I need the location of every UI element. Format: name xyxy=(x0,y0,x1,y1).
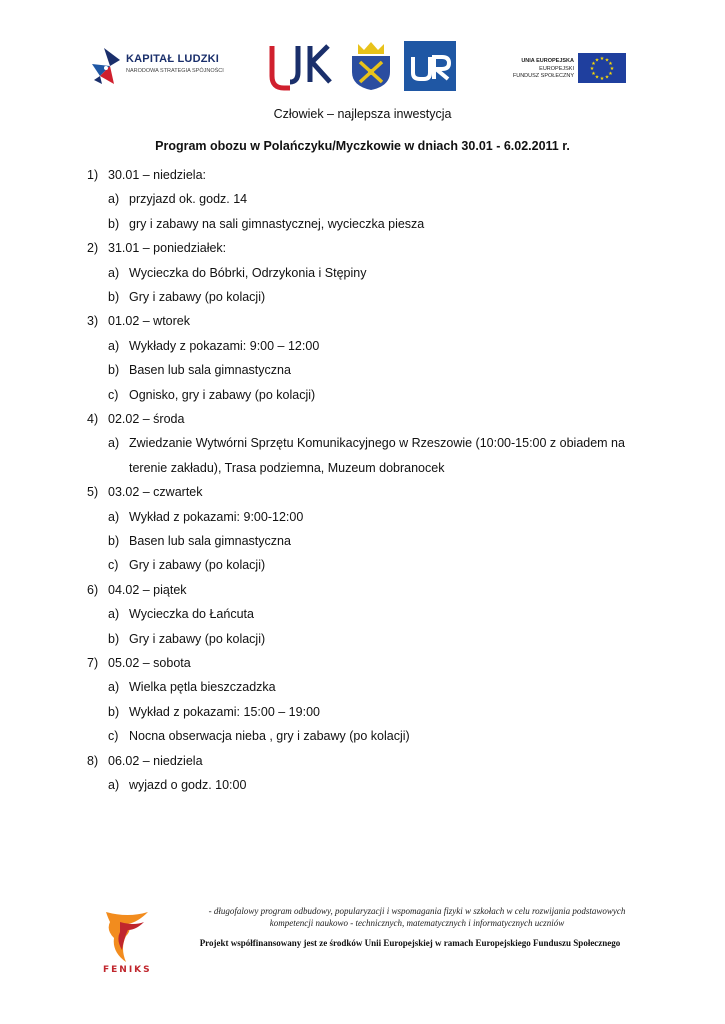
item-text: gry i zabawy na sali gimnastycznej, wycieczka piesza xyxy=(129,216,425,231)
svg-text:★: ★ xyxy=(604,57,610,64)
page-title: Program obozu w Polańczyku/Myczkowie w dniach 30.01 - 6.02.2011 r. xyxy=(155,139,570,153)
item-text: przyjazd ok. godz. 14 xyxy=(129,192,248,207)
day-number: 1) xyxy=(87,168,99,182)
day-number: 5) xyxy=(87,485,99,500)
ur-logo xyxy=(404,41,456,91)
svg-text:★: ★ xyxy=(599,76,605,82)
item-letter: b) xyxy=(108,534,120,548)
item-text: Wycieczka do Łańcuta xyxy=(129,607,254,622)
day-number: 8) xyxy=(87,753,99,768)
svg-text:★: ★ xyxy=(589,66,595,72)
ujk-logo-icon xyxy=(268,42,340,92)
logo-bar xyxy=(0,40,725,96)
item-text: wyjazd o godz. 10:00 xyxy=(129,778,247,792)
item-letter: a) xyxy=(108,778,120,792)
svg-text:★: ★ xyxy=(594,57,600,64)
svg-text:★: ★ xyxy=(594,74,600,81)
day-number: 6) xyxy=(87,582,99,597)
eu-label-line1: UNIA EUROPEJSKA xyxy=(521,58,574,64)
svg-text:★: ★ xyxy=(591,71,596,77)
item-text: Gry i zabawy (po kolacji) xyxy=(129,290,266,304)
item-letter: b) xyxy=(108,290,120,304)
footer-note xyxy=(172,905,662,929)
footer-note-line1: - długofalowy program odbudowy, popularyzacji i wspomagania fizyki w szkołach w celu rozwijania podstawowych xyxy=(208,906,626,916)
day-label: 02.02 – środa xyxy=(108,412,185,426)
item-letter: a) xyxy=(108,192,120,207)
day-label: 06.02 – niedziela xyxy=(108,753,203,768)
item-text: Wykład z pokazami: 9:00-12:00 xyxy=(129,509,304,524)
item-letter: b) xyxy=(108,631,120,646)
svg-text:★: ★ xyxy=(591,61,596,67)
ur-logo-icon xyxy=(404,41,456,91)
item-letter: a) xyxy=(108,436,120,451)
item-text: Gry i zabawy (po kolacji) xyxy=(129,631,266,646)
item-letter: c) xyxy=(108,387,119,402)
item-letter: c) xyxy=(108,558,119,573)
eu-label-line2: EUROPEJSKI xyxy=(539,66,574,72)
item-text: Basen lub sala gimnastyczna xyxy=(129,534,291,548)
item-text: Wielka pętla bieszczadzka xyxy=(129,680,276,695)
svg-text:★: ★ xyxy=(604,74,610,81)
day-label: 31.01 – poniedziałek: xyxy=(108,241,227,256)
day-label: 04.02 – piątek xyxy=(108,582,187,597)
item-letter: a) xyxy=(108,680,120,695)
item-text: Wykład z pokazami: 15:00 – 19:00 xyxy=(129,704,320,719)
kapital-ludzki-title: KAPITAŁ LUDZKI xyxy=(126,53,220,65)
day-label: 01.02 – wtorek xyxy=(108,314,190,329)
item-text-continuation: terenie zakładu), Trasa podziemna, Muzeum dobranocek xyxy=(129,460,445,475)
item-letter: b) xyxy=(108,363,120,378)
feniks-flame-icon xyxy=(98,908,156,966)
item-text: Ognisko, gry i zabawy (po kolacji) xyxy=(129,387,316,402)
day-label: 30.01 – niedziela: xyxy=(108,168,206,182)
crest-icon xyxy=(346,40,396,92)
svg-text:★: ★ xyxy=(599,56,605,62)
item-letter: b) xyxy=(108,216,120,231)
item-text: Nocna obserwacja nieba , gry i zabawy (po kolacji) xyxy=(129,729,410,744)
kapital-ludzki-emblem-icon xyxy=(90,46,124,86)
eu-social-fund-logo xyxy=(512,52,626,84)
item-text: Wycieczka do Bóbrki, Odrzykonia i Stępiny xyxy=(129,265,367,280)
kapital-ludzki-logo xyxy=(90,46,230,86)
item-letter: a) xyxy=(108,338,120,353)
svg-text:★: ★ xyxy=(609,66,615,72)
day-number: 2) xyxy=(87,241,99,256)
day-label: 05.02 – sobota xyxy=(108,656,191,670)
day-number: 3) xyxy=(87,314,99,329)
item-letter: b) xyxy=(108,704,120,719)
item-text: Zwiedzanie Wytwórni Sprzętu Komunikacyjnego w Rzeszowie (10:00-15:00 z obiadem na xyxy=(129,436,625,451)
item-letter: c) xyxy=(108,729,119,744)
kapital-ludzki-subtitle: NARODOWA STRATEGIA SPÓJNOŚCI xyxy=(126,68,224,74)
feniks-label: FENIKS xyxy=(103,965,152,975)
item-letter: a) xyxy=(108,509,120,524)
item-text: Gry i zabawy (po kolacji) xyxy=(129,558,266,573)
eu-flag-icon xyxy=(578,53,626,83)
eu-label-line3: FUNDUSZ SPOŁECZNY xyxy=(512,73,574,79)
day-number: 4) xyxy=(87,412,99,426)
day-number: 7) xyxy=(87,656,99,670)
item-text: Basen lub sala gimnastyczna xyxy=(129,363,291,378)
slogan: Człowiek – najlepsza inwestycja xyxy=(273,107,452,121)
svg-text:★: ★ xyxy=(608,61,613,67)
ujk-logo xyxy=(268,42,340,92)
item-letter: a) xyxy=(108,265,120,280)
item-text: Wykłady z pokazami: 9:00 – 12:00 xyxy=(129,338,320,353)
day-label: 03.02 – czwartek xyxy=(108,485,203,500)
svg-text:★: ★ xyxy=(608,71,613,77)
item-letter: a) xyxy=(108,607,120,622)
university-crest-logo xyxy=(346,40,396,92)
footer-funding: Projekt współfinansowany jest ze środków Unii Europejskiej w ramach Europejskiego Funduszu Społecznego xyxy=(199,938,621,948)
footer-note-line2: kompetencji naukowo - technicznych, matematycznych i informatycznych uczniów xyxy=(269,918,565,928)
